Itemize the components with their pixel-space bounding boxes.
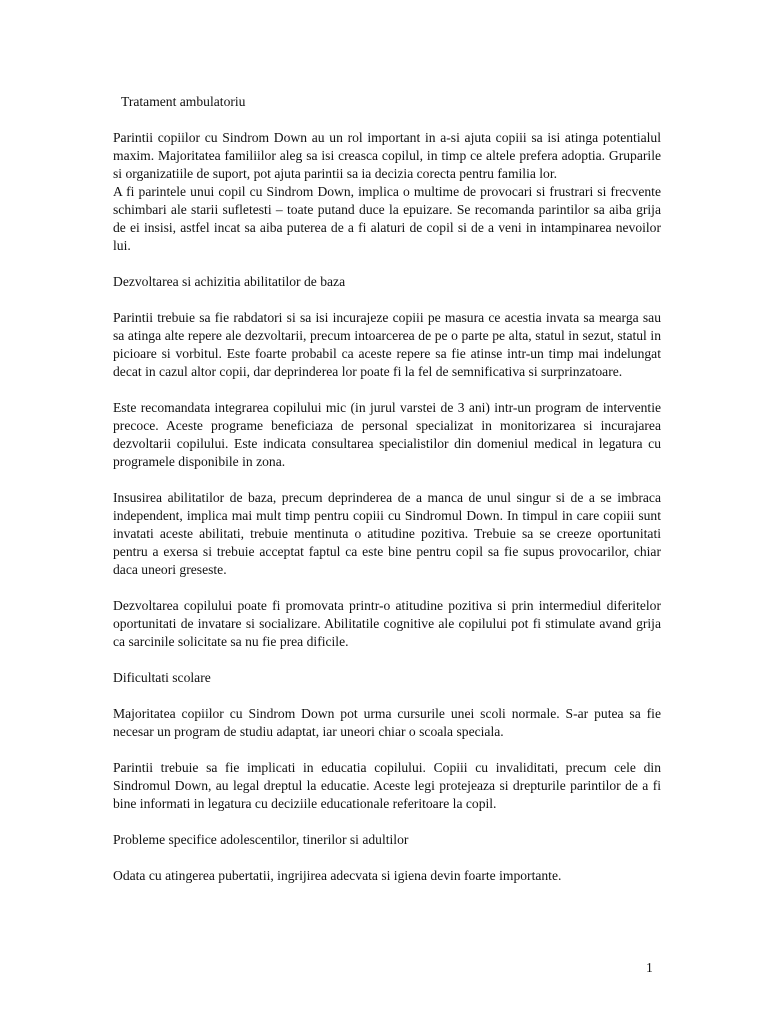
paragraph-patience: Parintii trebuie sa fie rabdatori si sa isi incurajeze copiii pe masura ce acestia invata sa mearga sau sa atinga alte repere ale dezvoltarii, precum intoarcerea de pe o parte pe alta, statul in sezut, statul in picioare si vorbitul. Este foarte probabil ca aceste repere sa fie atinse intr-un timp mai indelungat decat in cazul altor copii, dar deprinderea lor poate fi la fel de semnificativa si surprinzatoare.	[113, 310, 661, 379]
heading-basic-skills: Dezvoltarea si achizitia abilitatilor de baza	[113, 274, 346, 289]
paragraph-development: Dezvoltarea copilului poate fi promovata printr-o atitudine pozitiva si prin intermediul diferitelor oportunitati de invatare si socializare. Abilitatile cognitive ale copilului pot fi stimulate avand grija ca sarcinile solicitate sa nu fie prea dificile.	[113, 598, 661, 649]
paragraph-early-intervention: Este recomandata integrarea copilului mic (in jurul varstei de 3 ani) intr-un program de interventie precoce. Aceste programe beneficiaza de personal specializat in monitorizarea si incurajarea dezvoltarii copilului. Este indicata consultarea specialistilor din domeniul medical in legatura cu programele disponibile in zona.	[113, 400, 661, 469]
page-number: 1	[646, 960, 653, 975]
paragraph-normal-school: Majoritatea copiilor cu Sindrom Down pot urma cursurile unei scoli normale. S-ar putea sa fie necesar un program de studiu adaptat, iar uneori chiar o scoala speciala.	[113, 706, 661, 739]
paragraph-basic-abilities: Insusirea abilitatilor de baza, precum deprinderea de a manca de unul singur si de a se imbraca independent, implica mai mult timp pentru copiii cu Sindromul Down. In timpul in care copiii sunt invatati aceste abilitati, trebuie mentinuta o atitudine pozitiva. Trebuie sa se creeze oportunitati pentru a exersa si trebuie acceptat faptul ca este bine pentru copil sa fie supus provocarilor, chiar daca uneori greseste.	[113, 490, 661, 577]
heading-school-difficulties: Dificultati scolare	[113, 670, 211, 685]
paragraph-puberty: Odata cu atingerea pubertatii, ingrijirea adecvata si igiena devin foarte importante.	[113, 868, 562, 883]
document-body	[113, 93, 661, 903]
document-title: Tratament ambulatoriu	[121, 94, 246, 109]
heading-adolescent-problems: Probleme specifice adolescentilor, tinerilor si adultilor	[113, 832, 409, 847]
paragraph-parents-role: Parintii copiilor cu Sindrom Down au un rol important in a-si ajuta copiii sa isi atinga potentialul maxim. Majoritatea familiilor aleg sa isi creasca copilul, in timp ce altele prefera adoptia. Gruparile si organizatiile de suport, pot ajuta parintii sa ia decizia corecta pentru familia lor.	[113, 130, 661, 181]
paragraph-parent-challenges: A fi parintele unui copil cu Sindrom Down, implica o multime de provocari si frustrari si frecvente schimbari ale starii sufletesti – toate putand duce la epuizare. Se recomanda parintilor sa aiba grija de ei insisi, astfel incat sa aiba puterea de a fi alaturi de copil si de a veni in intampinarea nevoilor lui.	[113, 184, 661, 253]
paragraph-education-rights: Parintii trebuie sa fie implicati in educatia copilului. Copiii cu invaliditati, precum cele din Sindromul Down, au legal dreptul la educatie. Aceste legi protejeaza si drepturile parintilor de a fi bine informati in legatura cu deciziile educationale referitoare la copil.	[113, 760, 661, 811]
